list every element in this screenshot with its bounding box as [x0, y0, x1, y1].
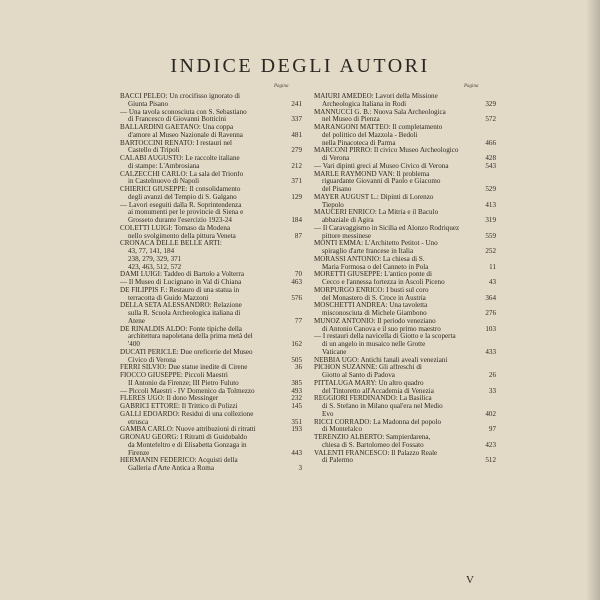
- index-entry-line: [314, 310, 496, 318]
- index-entry-line: [314, 333, 496, 341]
- entry-text: Vaticane: [322, 348, 347, 356]
- page-column-header-right: Pagina: [464, 84, 479, 89]
- entry-text: CHIERICI GIUSEPPE: Il consolidamento: [120, 186, 241, 193]
- index-entry: [120, 93, 302, 124]
- index-entry-line: [314, 349, 496, 357]
- entry-text: ai monumenti per le provincie di Siena e: [128, 209, 244, 217]
- entry-page-number: 43: [488, 278, 496, 286]
- entry-text: chiesa di S. Bartolomeo del Fossato: [322, 441, 424, 449]
- index-entry-line: [120, 388, 302, 396]
- entry-page-number: 3: [298, 464, 302, 472]
- index-entry: [314, 434, 496, 450]
- index-entry-line: [120, 442, 302, 450]
- index-entry-line: [314, 109, 496, 117]
- index-entry-line: [314, 372, 496, 380]
- index-entry-line: [314, 318, 496, 326]
- entry-page-number: 329: [485, 99, 496, 108]
- index-entry: [120, 225, 302, 241]
- index-entry-line: [314, 442, 496, 450]
- index-entry-line: [314, 357, 496, 365]
- entry-text: in Castelnuovo di Napoli: [128, 178, 200, 186]
- index-entry: [314, 357, 496, 365]
- entry-text: degli avanzi del Tempio di S. Galgano: [128, 193, 237, 201]
- index-entry-line: [314, 178, 496, 186]
- entry-page-number: 77: [294, 316, 302, 325]
- entry-text: FIOCCO GIUSEPPE: Piccoli Maestri: [120, 372, 228, 379]
- index-column-right: [314, 93, 496, 465]
- index-entry: [314, 318, 496, 357]
- entry-text: — Una tavola sconosciuta con S. Sebastiano: [120, 108, 247, 116]
- index-entry-line: [314, 295, 496, 303]
- entry-page-number: 443: [291, 448, 302, 457]
- index-entry-line: [120, 450, 302, 458]
- entry-page-number: 162: [291, 340, 302, 348]
- entry-text: Giunta Pisano: [128, 100, 168, 108]
- entry-text: GRONAU GEORG: I Ritratti di Guidobaldo: [120, 434, 248, 441]
- entry-text: FERRI SILVIO: Due statue inedite di Cirene: [120, 364, 248, 372]
- entry-page-number: 466: [485, 138, 496, 147]
- index-entry: [314, 171, 496, 194]
- index-entry-line: [314, 395, 496, 403]
- index-entry: [314, 209, 496, 240]
- index-entry-line: [120, 225, 302, 233]
- index-entry-line: [120, 132, 302, 140]
- entry-text: Grosseto durante l'esercizio 1923-24: [128, 217, 232, 224]
- index-entry: [120, 326, 302, 349]
- entry-text: del Monastero di S. Croce in Austria: [322, 294, 426, 302]
- index-entry-line: [314, 233, 496, 241]
- entry-text: sulla R. Scuola Archeologica italiana di: [128, 310, 241, 317]
- page-title: INDICE DEGLI AUTORI: [170, 55, 430, 78]
- entry-text: da Montefeltro e di Elisabetta Gonzaga in: [128, 441, 247, 449]
- entry-text: MARCONI PIRRO: Il civico Museo Archeologico: [314, 147, 459, 155]
- index-entry: [314, 287, 496, 303]
- entry-page-number: 129: [291, 192, 302, 201]
- index-entry: [314, 364, 496, 380]
- index-entry-line: [314, 411, 496, 419]
- entry-text: HERMANIN FEDERICO: Acquisti della: [120, 457, 238, 465]
- index-entry: [120, 140, 302, 156]
- entry-page-number: 184: [291, 216, 302, 224]
- index-entry-line: [120, 240, 302, 248]
- entry-page-number: 413: [485, 200, 496, 209]
- index-entry: [314, 240, 496, 256]
- page-column-header-left: Pagina: [274, 84, 289, 89]
- entry-page-number: 232: [291, 394, 302, 403]
- index-entry-line: [120, 186, 302, 194]
- index-entry-line: [120, 419, 302, 427]
- entry-page-number: 103: [485, 324, 496, 333]
- entry-text: del polittico del Mazzola - Bedoli: [322, 131, 418, 139]
- entry-text: — Il Museo di Lucignano in Val di Chiana: [120, 279, 242, 286]
- entry-text: riguardante Giovanni di Paolo e Giacomo: [322, 178, 441, 186]
- index-entry-line: [120, 318, 302, 326]
- entry-page-number: 433: [485, 347, 496, 356]
- entry-page-number: 493: [291, 386, 302, 395]
- index-entry-line: [120, 465, 302, 473]
- entry-text: GABRICI ETTORE: Il Trittico di Polizzi: [120, 403, 238, 410]
- entry-text: del Pisano: [322, 186, 352, 193]
- index-entry-line: [120, 194, 302, 202]
- entry-text: — Vari dipinti greci al Museo Civico di Verona: [314, 162, 449, 170]
- index-entry-line: [314, 403, 496, 411]
- entry-text: DUCATI PERICLE: Due oreficerie del Museo: [120, 348, 253, 356]
- entry-text: Cecco e l'annessa fortezza in Ascoli Piceno: [322, 279, 445, 286]
- index-entry-line: [120, 287, 302, 295]
- index-entry: [120, 287, 302, 303]
- entry-text: REGGIORI FERDINANDO: La Basilica: [314, 395, 432, 403]
- index-entry: [120, 302, 302, 325]
- index-entry-line: [314, 264, 496, 272]
- index-entry-line: [314, 217, 496, 225]
- index-entry-line: [120, 341, 302, 349]
- entry-page-number: 529: [485, 185, 496, 193]
- index-entry-line: [120, 256, 302, 264]
- entry-text: 238, 279, 329, 371: [128, 255, 182, 263]
- index-entry-line: [120, 248, 302, 256]
- entry-text: Castello di Tripoli: [128, 147, 180, 155]
- index-entry-line: [314, 202, 496, 210]
- entry-text: DE FILIPPIS F.: Restauro di una statua in: [120, 286, 240, 294]
- entry-text: TERENZIO ALBERTO: Sampierdarena,: [314, 434, 431, 441]
- index-entry-line: [120, 357, 302, 365]
- entry-page-number: 33: [488, 386, 496, 395]
- index-entry-line: [314, 279, 496, 287]
- entry-text: RICCI CORRADO: La Madonna del popolo: [314, 418, 442, 426]
- index-entry-line: [314, 186, 496, 194]
- index-entry: [314, 124, 496, 147]
- index-entry: [120, 240, 302, 271]
- index-entry: [314, 93, 496, 109]
- index-entry: [314, 395, 496, 418]
- page-number-footer: V: [466, 574, 474, 586]
- entry-page-number: 402: [485, 409, 496, 418]
- entry-text: di S. Stefano in Milano qual'era nel Medio: [322, 403, 443, 410]
- entry-text: abbaziale di Agira: [322, 217, 374, 224]
- entry-page-number: 212: [291, 161, 302, 170]
- entry-page-number: 70: [294, 270, 302, 279]
- index-entry-line: [314, 450, 496, 458]
- entry-text: PITTALUGA MARY: Un altro quadro: [314, 379, 424, 387]
- index-entry-line: [314, 457, 496, 465]
- entry-text: MORETTI GIUSEPPE: L'antico ponte di: [314, 271, 432, 279]
- entry-text: COLETTI LUIGI: Tomaso da Modena: [120, 224, 231, 232]
- index-entry-line: [120, 155, 302, 163]
- index-entry: [314, 147, 496, 170]
- entry-page-number: 97: [488, 425, 496, 434]
- index-entry-line: [120, 124, 302, 132]
- entry-text: GALLI EDOARDO: Residui di una collezione: [120, 410, 254, 418]
- entry-text: di Antonio Canova e il suo primo maestro: [322, 325, 441, 333]
- index-entry-line: [314, 271, 496, 279]
- entry-text: Evo: [322, 410, 334, 418]
- index-entry-line: [314, 240, 496, 248]
- index-entry-line: [314, 388, 496, 396]
- index-entry: [314, 419, 496, 435]
- index-entry-line: [314, 124, 496, 132]
- index-entry-line: [314, 140, 496, 148]
- entry-text: MAYER AUGUST L.: Dipinti di Lorenzo: [314, 193, 434, 201]
- index-entry: [120, 434, 302, 457]
- index-entry: [120, 395, 302, 403]
- entry-text: MUNOZ ANTONIO: Il periodo veneziano: [314, 317, 436, 325]
- entry-text: II Antonio da Firenze; III Pietro Fuluto: [128, 379, 239, 387]
- index-entry-line: [120, 264, 302, 272]
- index-entry-line: [120, 109, 302, 117]
- index-entry: [314, 256, 496, 272]
- index-entry-line: [314, 101, 496, 109]
- entry-page-number: 319: [485, 216, 496, 224]
- entry-page-number: 351: [291, 417, 302, 426]
- entry-text: nella Pinacoteca di Parma: [322, 139, 396, 147]
- index-entry-line: [314, 171, 496, 179]
- entry-text: CALABI AUGUSTO: Le raccolte italiane: [120, 155, 240, 162]
- entry-text: 423, 463, 512, 572: [128, 263, 182, 271]
- index-entry: [120, 349, 302, 365]
- entry-text: MARANGONI MATTEO: Il completamento: [314, 124, 443, 131]
- entry-page-number: 481: [291, 130, 302, 139]
- entry-text: DAMI LUIGI: Taddeo di Bartolo a Volterra: [120, 271, 245, 279]
- index-entry: [120, 403, 302, 411]
- index-entry-line: [120, 295, 302, 303]
- entry-page-number: 252: [485, 247, 496, 255]
- entry-text: '400: [128, 341, 140, 348]
- index-entry-line: [120, 217, 302, 225]
- entry-text: — Piccoli Maestri - IV Domenico da Tolmezzo: [120, 387, 255, 395]
- entry-page-number: 36: [294, 363, 302, 372]
- entry-text: CRONACA DELLE BELLE ARTI:: [120, 240, 222, 248]
- index-entry: [314, 380, 496, 396]
- index-entry-line: [120, 333, 302, 341]
- entry-text: Galleria d'Arte Antica a Roma: [128, 465, 214, 472]
- entry-text: MORPURGO ENRICO: I busti sul coro: [314, 286, 429, 294]
- index-entry: [314, 194, 496, 210]
- index-entry-line: [314, 364, 496, 372]
- index-entry-line: [314, 209, 496, 217]
- entry-text: — Il Caravaggismo in Sicilia ed Alonzo Rodriquez: [314, 224, 460, 232]
- index-entry-line: [120, 310, 302, 318]
- entry-page-number: 385: [291, 378, 302, 387]
- index-entry-line: [120, 302, 302, 310]
- index-entry: [120, 271, 302, 287]
- entry-text: di Palermo: [322, 457, 353, 465]
- entry-page-number: 193: [291, 425, 302, 434]
- entry-text: nello svolgimento della pittura Veneta: [128, 232, 236, 240]
- entry-text: MARLE RAYMOND VAN: Il problema: [314, 170, 430, 178]
- entry-text: di stampe: L'Ambrosiana: [128, 162, 200, 170]
- entry-text: di Verona: [322, 155, 350, 162]
- index-entry-line: [314, 434, 496, 442]
- entry-text: etrusca: [128, 418, 149, 426]
- index-entry: [120, 171, 302, 187]
- entry-text: DE RINALDIS ALDO: Fonte tipiche della: [120, 325, 242, 333]
- entry-text: BACCI PELEO: Un crocifisso ignorato di: [120, 93, 240, 100]
- entry-text: Tiepolo: [322, 201, 344, 209]
- entry-page-number: 279: [291, 146, 302, 155]
- index-entry: [314, 450, 496, 466]
- entry-text: di Montefalco: [322, 426, 362, 434]
- entry-text: Firenze: [128, 449, 150, 457]
- index-entry: [314, 271, 496, 287]
- index-entry-line: [314, 326, 496, 334]
- entry-text: — Lavori eseguiti dalla R. Soprintendenza: [120, 201, 242, 209]
- entry-page-number: 512: [485, 456, 496, 465]
- entry-text: Civico di Verona: [128, 356, 176, 364]
- entry-text: del Tintoretto all'Accademia di Venezia: [322, 387, 434, 395]
- entry-page-number: 576: [291, 293, 302, 302]
- entry-text: CALZECCHI CARLO: La sala del Trionfo: [120, 170, 244, 178]
- index-entry-line: [120, 140, 302, 148]
- index-entry: [120, 155, 302, 171]
- index-entry-line: [314, 341, 496, 349]
- index-entry-line: [120, 372, 302, 380]
- index-entry: [120, 124, 302, 140]
- index-entry-line: [120, 116, 302, 124]
- index-entry: [120, 372, 302, 395]
- index-entry-line: [314, 426, 496, 434]
- entry-text: MANNUCCI G. B.: Nuova Sala Archeologica: [314, 108, 446, 116]
- entry-text: architettura napoletana della prima metà del: [128, 333, 253, 341]
- entry-text: nel Museo di Pienza: [322, 116, 380, 124]
- entry-text: MAUCERI ENRICO: La Mitria e il Baculo: [314, 209, 439, 217]
- index-entry-line: [120, 426, 302, 434]
- entry-text: Archeologica Italiana in Rodi: [322, 100, 407, 108]
- entry-page-number: 463: [291, 278, 302, 286]
- index-entry-line: [120, 364, 302, 372]
- entry-page-number: 241: [291, 99, 302, 108]
- entry-page-number: 364: [485, 293, 496, 302]
- entry-text: PICHON SUZANNE: Gli affreschi di: [314, 364, 422, 372]
- entry-text: VALENTI FRANCESCO: Il Palazzo Reale: [314, 449, 438, 457]
- index-entry-line: [120, 178, 302, 186]
- index-entry-line: [120, 271, 302, 279]
- entry-text: MOSCHETTI ANDREA: Una tavoletta: [314, 302, 428, 310]
- index-entry-line: [314, 256, 496, 264]
- entry-page-number: 572: [485, 115, 496, 124]
- index-entry-line: [120, 202, 302, 210]
- entry-text: Giotto al Santo di Padova: [322, 372, 395, 379]
- entry-page-number: 87: [294, 231, 302, 240]
- entry-text: di Francesco di Giovanni Botticini: [128, 116, 227, 124]
- index-entry-line: [120, 349, 302, 357]
- index-entry-line: [120, 93, 302, 101]
- entry-page-number: 26: [488, 371, 496, 379]
- entry-text: BALLARDINI GAETANO: Una coppa: [120, 124, 234, 131]
- entry-page-number: 337: [291, 115, 302, 124]
- index-entry-line: [120, 209, 302, 217]
- entry-page-number: 145: [291, 402, 302, 410]
- index-entry-line: [314, 248, 496, 256]
- index-entry-line: [120, 279, 302, 287]
- entry-page-number: 423: [485, 440, 496, 449]
- index-entry-line: [120, 395, 302, 403]
- index-entry: [120, 364, 302, 372]
- index-column-left: [120, 93, 302, 473]
- index-entry-line: [120, 403, 302, 411]
- index-entry-line: [120, 411, 302, 419]
- index-entry-line: [120, 434, 302, 442]
- index-entry-line: [314, 194, 496, 202]
- entry-text: Maria Formosa o del Canneto in Pola: [322, 263, 429, 271]
- entry-text: spiraglio d'arte francese in Italia: [322, 248, 414, 255]
- index-entry-line: [314, 380, 496, 388]
- entry-page-number: 505: [291, 355, 302, 364]
- index-entry-line: [314, 116, 496, 124]
- index-entry-line: [120, 233, 302, 241]
- entry-text: d'amore al Museo Nazionale di Ravenna: [128, 131, 243, 139]
- entry-text: MAIURI AMEDEO: Lavori della Missione: [314, 93, 438, 100]
- entry-text: DELLA SETA ALESSANDRO: Relazione: [120, 302, 242, 310]
- entry-text: misconosciuta di Michele Giambono: [322, 310, 427, 317]
- index-entry-line: [314, 93, 496, 101]
- index-entry-line: [120, 457, 302, 465]
- entry-text: terracotta di Guido Mazzoni: [128, 294, 209, 302]
- index-entry-line: [314, 132, 496, 140]
- entry-text: BARTOCCINI RENATO: I restauri nel: [120, 139, 233, 147]
- entry-page-number: 428: [485, 154, 496, 162]
- entry-page-number: 11: [489, 262, 496, 271]
- entry-page-number: 276: [485, 309, 496, 317]
- index-entry: [314, 302, 496, 318]
- index-entry-line: [120, 171, 302, 179]
- index-entry-line: [314, 155, 496, 163]
- entry-text: NEBBIA UGO: Antichi fanali aveali veneziani: [314, 356, 448, 364]
- entry-text: MORASSI ANTONIO: La chiesa di S.: [314, 255, 425, 263]
- index-entry-line: [314, 302, 496, 310]
- entry-text: MONTI EMMA: L'Architetto Petitot - Uno: [314, 240, 438, 248]
- index-entry-line: [120, 147, 302, 155]
- entry-text: — I restauri della navicella di Giotto e la scoperta: [314, 333, 456, 341]
- index-entry-line: [120, 326, 302, 334]
- index-entry: [120, 457, 302, 473]
- index-entry: [120, 411, 302, 427]
- entry-text: GAMBA CARLO: Nuove attribuzioni di ritratti: [120, 426, 256, 434]
- index-entry-line: [314, 163, 496, 171]
- entry-text: FLERES UGO: Il dono Messinger: [120, 395, 219, 403]
- index-entry: [314, 109, 496, 125]
- index-entry-line: [314, 225, 496, 233]
- index-entry: [120, 186, 302, 225]
- index-entry-line: [314, 147, 496, 155]
- entry-page-number: 559: [485, 231, 496, 240]
- index-entry-line: [120, 101, 302, 109]
- entry-text: di un angelo in musaico nelle Grotte: [322, 341, 426, 348]
- entry-text: pittore messinese: [322, 232, 372, 240]
- entry-text: Atene: [128, 317, 145, 325]
- index-entry: [120, 426, 302, 434]
- entry-page-number: 371: [291, 177, 302, 186]
- index-entry-line: [314, 419, 496, 427]
- entry-text: 43, 77, 141, 184: [128, 248, 175, 255]
- index-entry-line: [120, 163, 302, 171]
- entry-page-number: 543: [485, 161, 496, 170]
- index-entry-line: [314, 287, 496, 295]
- index-entry-line: [120, 380, 302, 388]
